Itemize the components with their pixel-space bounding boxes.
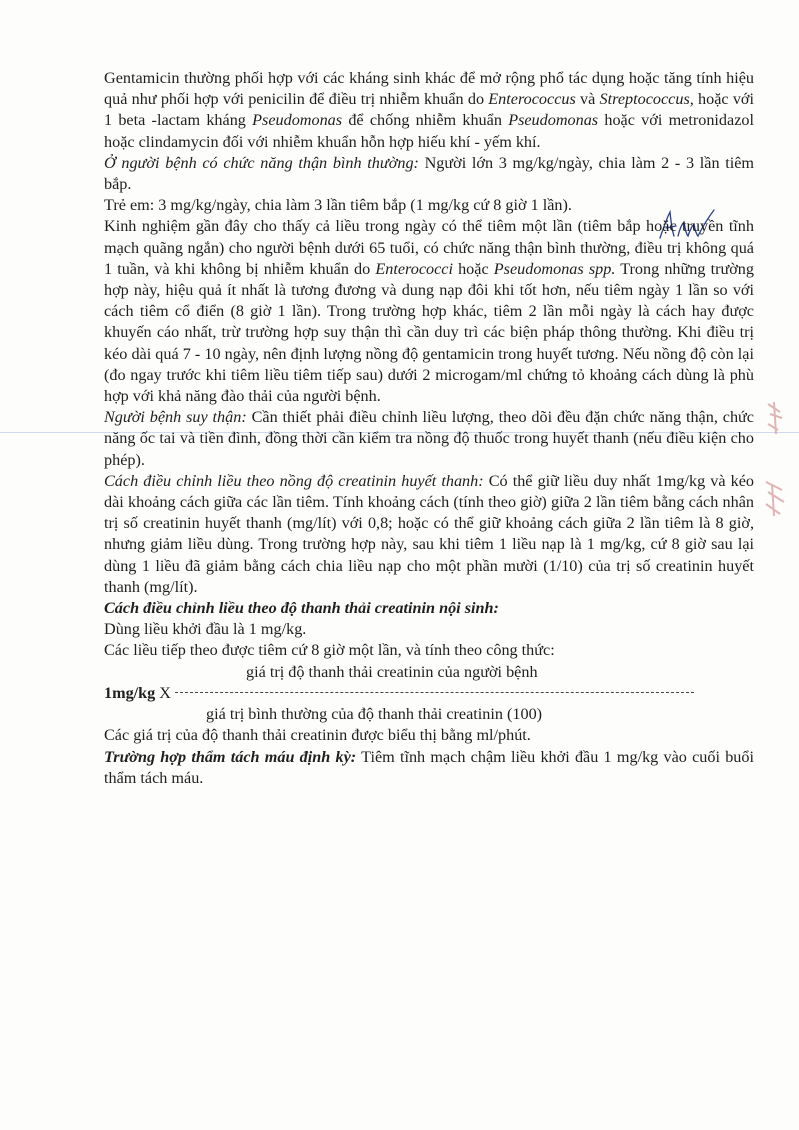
text-run: hoặc <box>452 259 494 278</box>
emphasis-run: Pseudomonas spp. <box>493 259 616 278</box>
text-run: để chống nhiễm khuẩn <box>342 111 509 130</box>
text-run: Gentamicin thường phối hợp với các kháng sinh khác để mở rộng phổ tác dụng hoặc tăng tính hiệu quả như phối hợp với penicilin để điều trị nhiễm khuẩn do <box>104 69 754 109</box>
emphasis-run: Người bệnh suy thận: <box>104 408 247 427</box>
text-run: hoặc với metronidazol hoặc clindamycin đối với nhiễm khuẩn hỗn hợp hiếu khí - yếm khí. <box>104 111 754 151</box>
formula-line <box>104 683 754 704</box>
emphasis-run: Ở người bệnh có chức năng thận bình thường: <box>104 153 419 172</box>
text-run: Cần thiết phải điều chỉnh liều lượng, theo dõi đều đặn chức năng thận, chức năng ốc tai và tiền đình, đồng thời cần kiểm tra nồng độ thuốc trong huyết thanh (nếu điều kiện cho phép). <box>104 408 754 469</box>
paragraph <box>104 153 754 195</box>
paragraph <box>104 216 754 407</box>
emphasis-run: Cách điều chỉnh liều theo độ thanh thải creatinin nội sinh: <box>104 599 499 618</box>
paragraph <box>104 598 754 619</box>
paragraph <box>104 407 754 471</box>
formula-denominator: giá trị bình thường của độ thanh thải creatinin (100) <box>206 705 543 724</box>
text-run: Tiêm tĩnh mạch chậm liều khởi đầu 1 mg/kg vào cuối buổi thẩm tách máu. <box>104 747 754 787</box>
paragraph <box>104 471 754 598</box>
formula-lhs: 1mg/kg <box>104 683 156 702</box>
text-run: và <box>575 90 600 109</box>
text-run: Người lớn 3 mg/kg/ngày, chia làm 2 - 3 lần tiêm bắp. <box>104 153 755 194</box>
text-run: Trẻ em: 3 mg/kg/ngày, chia làm 3 lần tiêm bắp (1 mg/kg cứ 8 giờ 1 lần). <box>104 196 572 215</box>
text-run: Dùng liều khởi đầu là 1 mg/kg. <box>104 620 307 639</box>
text-run: Có thể giữ liều duy nhất 1mg/kg và kéo dài khoảng cách giữa các lần tiêm. Tính khoảng cách (tính theo giờ) giữa 2 lần tiêm bằng cách nhân trị số creatinin huyết thanh (mg/lít) với 0,8; hoặc có thể giữ khoảng cách giữa 2 lần tiêm là 8 giờ, nhưng giảm liều dùng. Trong trường hợp này, sau khi tiêm 1 liều nạp là 1 mg/kg, cứ 8 giờ sau lại dùng 1 liều đã giảm bằng cách chia liều nạp cho một phần mười (1/10) của trị số creatinin huyết thanh (mg/lít). <box>104 471 754 596</box>
formula-operator: X <box>159 683 171 702</box>
paragraph <box>104 195 754 216</box>
emphasis-run: Enterococcus <box>488 90 576 109</box>
document-body <box>104 68 754 789</box>
text-run: Trong những trường hợp này, hiệu quả ít nhất là tương đương và dung nạp đôi khi tốt hơn, nếu tiêm ngày 1 lần so với cách tiêm cổ điển (8 giờ 1 lần). Trong trường hợp khác, tiêm 2 lần mỗi ngày là cách hay được khuyến cáo nhất, trừ trường hợp suy thận thì cần duy trì các biện pháp thông thường. Khi điều trị kéo dài quá 7 - 10 ngày, nên định lượng nồng độ gentamicin trong huyết tương. Nếu nồng độ còn lại (đo ngay trước khi tiêm liều tiêm tiếp sau) dưới 2 microgam/ml chứng tỏ khoảng cách dùng là phù hợp với khả năng đào thải của người bệnh. <box>104 259 754 406</box>
paragraph <box>104 640 754 661</box>
emphasis-run: Streptococcus, <box>599 90 694 109</box>
paragraph <box>104 725 754 746</box>
stamp-fragment-1 <box>762 398 788 438</box>
emphasis-run: Enterococci <box>375 259 453 278</box>
emphasis-run: Pseudomonas <box>508 111 599 130</box>
emphasis-run: Trường hợp thẩm tách máu định kỳ: <box>104 747 357 766</box>
formula-numerator: giá trị độ thanh thải creatinin của người bệnh <box>246 662 538 681</box>
text-run: hoặc với 1 beta -lactam kháng <box>104 90 754 130</box>
text-run: Kinh nghiệm gần đây cho thấy cả liều trong ngày có thể tiêm một lần (tiêm bắp hoặc truyền tĩnh mạch quãng ngắn) cho người bệnh dưới 65 tuổi, có chức năng thận bình thường, điều trị không quá 1 tuần, và khi không bị nhiễm khuẩn do <box>104 217 754 278</box>
text-run: Các liều tiếp theo được tiêm cứ 8 giờ một lần, và tính theo công thức: <box>104 641 555 660</box>
fraction-bar <box>175 692 694 693</box>
text-run: Các giá trị của độ thanh thải creatinin được biểu thị bằng ml/phút. <box>104 726 531 745</box>
emphasis-run: Pseudomonas <box>252 111 343 130</box>
emphasis-run: Cách điều chỉnh liều theo nồng độ creatinin huyết thanh: <box>104 471 484 490</box>
paragraph <box>104 619 754 640</box>
stamp-fragment-2 <box>762 478 788 518</box>
paragraph <box>104 68 754 153</box>
paragraph <box>104 747 754 789</box>
